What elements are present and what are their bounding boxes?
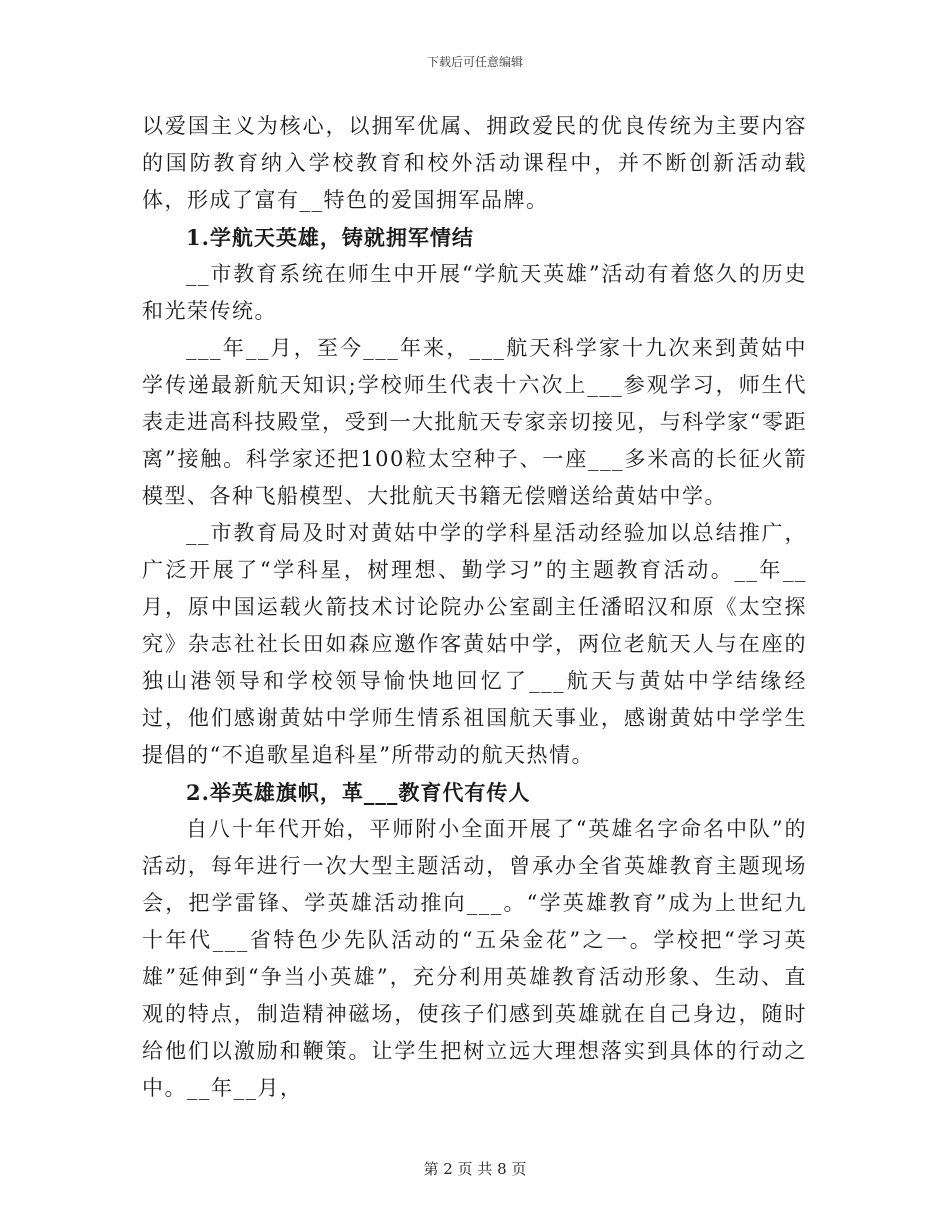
paragraph: __市教育局及时对黄姑中学的学科星活动经验加以总结推广，广泛开展了“学科星，树理想、勤学习”的主题教育活动。__年__月，原中国运载火箭技术讨论院办公室副主任潘昭汉和原《太空探究》杂志社社长田如森应邀作客黄姑中学，两位老航天人与在座的独山港领导和学校领导愉快地回忆了___航天与黄姑中学结缘经过，他们感谢黄姑中学师生情系祖国航天事业，感谢黄姑中学学生提倡的“不追歌星追科星”所带动的航天热情。	[142, 521, 807, 767]
document-body	[142, 108, 807, 1107]
paragraph: ___年__月，至今___年来，___航天科学家十九次来到黄姑中学传递最新航天知识;学校师生代表十六次上___参观学习，师生代表走进高科技殿堂，受到一大批航天专家亲切接见，与科学家“零距离”接触。科学家还把100粒太空种子、一座___多米高的长征火箭模型、各种飞船模型、大批航天书籍无偿赠送给黄姑中学。	[142, 336, 807, 508]
paragraph-intro: 以爱国主义为核心，以拥军优属、拥政爱民的优良传统为主要内容的国防教育纳入学校教育和校外活动课程中，并不断创新活动载体，形成了富有__特色的爱国拥军品牌。	[142, 114, 807, 212]
section-heading-1: 1.学航天英雄，铸就拥军情结	[186, 225, 474, 250]
section-heading-2: 2.举英雄旗帜，革___教育代有传人	[186, 780, 531, 805]
paragraph: __市教育系统在师生中开展“学航天英雄”活动有着悠久的历史和光荣传统。	[142, 262, 807, 323]
paragraph: 自八十年代开始，平师附小全面开展了“英雄名字命名中队”的活动，每年进行一次大型主题活动，曾承办全省英雄教育主题现场会，把学雷锋、学英雄活动推向___。“学英雄教育”成为上世纪九十年代___省特色少先队活动的“五朵金花”之一。学校把“学习英雄”延伸到“争当小英雄”，充分利用英雄教育活动形象、生动、直观的特点，制造精神磁场，使孩子们感到英雄就在自己身边，随时给他们以激励和鞭策。让学生把树立远大理想落实到具体的行动之中。__年__月，	[142, 817, 807, 1100]
page-header: 下载后可任意编辑	[426, 55, 523, 69]
page-number-footer: 第 2 页 共 8 页	[423, 1160, 527, 1178]
